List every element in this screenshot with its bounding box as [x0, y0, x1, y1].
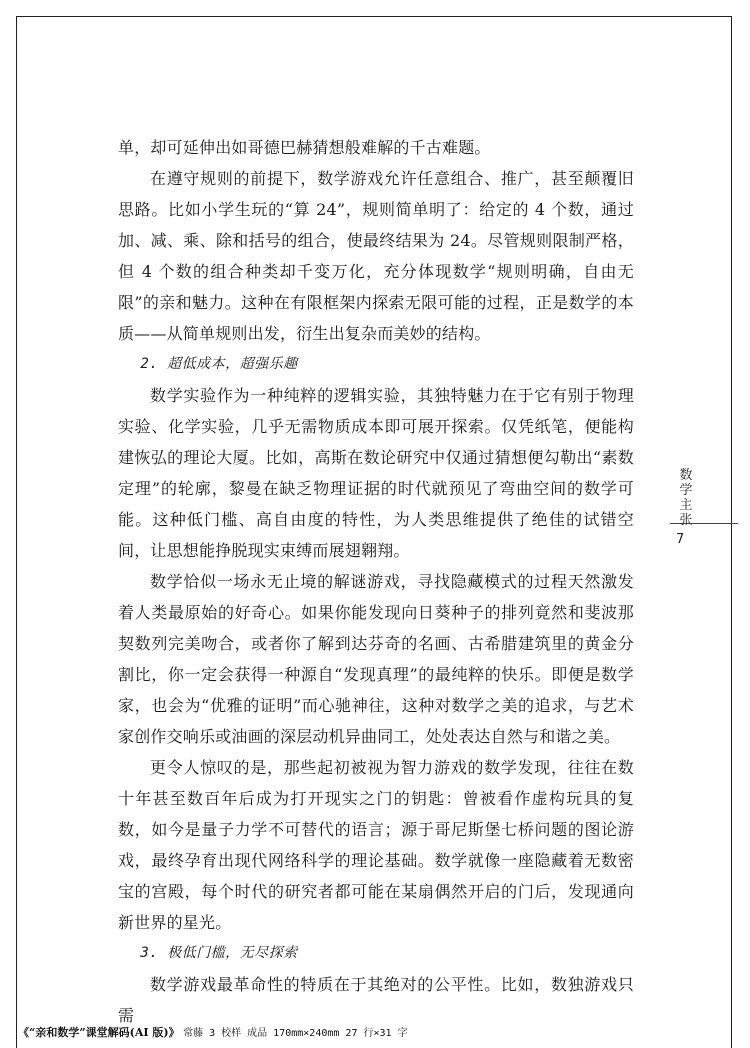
paragraph: 更令人惊叹的是，那些起初被视为智力游戏的数学发现，往往在数十年甚至数百年后成为打开现实之门的钥匙：曾被看作虚构玩具的复数，如今是量子力学不可替代的语言；源于哥尼斯堡七桥问题的图论游戏，最终孕育出现代网络科学的理论基础。数学就像一座隐藏着无数密宝的宫殿，每个时代的研究者都可能在某扇偶然开启的门后，发现通向新世界的星光。	[118, 758, 634, 932]
chapter-side-tab: 数学主张	[679, 468, 693, 528]
footer-proof-info: 常藤 3 校样 成品 170mm×240mm 27 行×31 字	[183, 1028, 408, 1039]
paragraph-continuation: 单，却可延伸出如哥德巴赫猜想般难解的千古难题。	[118, 138, 491, 157]
paragraph: 数学实验作为一种纯粹的逻辑实验，其独特魅力在于它有别于物理实验、化学实验，几乎无需物质成本即可展开探索。仅凭纸笔，便能构建恢弘的理论大厦。比如，高斯在数论研究中仅通过猜想便勾勒出“素数定理”的轮廓，黎曼在缺乏物理证据的时代就预见了弯曲空间的数学可能。这种低门槛、高自由度的特性，为人类思维提供了绝佳的试错空间，让思想能挣脱现实束缚而展翅翱翔。	[118, 386, 634, 560]
section-heading-3: 3. 极低门槛，无尽探索	[140, 945, 298, 961]
paragraph: 在遵守规则的前提下，数学游戏允许任意组合、推广，甚至颠覆旧思路。比如小学生玩的“算 24”，规则简单明了：给定的 4 个数，通过加、减、乘、除和括号的组合，使最终结果为 24。尽管规则限制严格，但 4 个数的组合种类却千变万化，充分体现数学“规则明确，自由无限”的亲和魅力。这种在有限框架内探索无限可能的过程，正是数学的本质——从简单规则出发，衍生出复杂而美妙的结构。	[118, 169, 634, 343]
page-number: 7	[676, 532, 685, 547]
footer-book-title: 《“亲和数学”课堂解码(AI 版)》	[18, 1026, 180, 1039]
print-footer	[18, 1024, 408, 1040]
paragraph: 数学恰似一场永无止境的解谜游戏，寻找隐藏模式的过程天然激发着人类最原始的好奇心。如果你能发现向日葵种子的排列竟然和斐波那契数列完美吻合，或者你了解到达芬奇的名画、古希腊建筑里的黄金分割比，你一定会获得一种源自“发现真理”的最纯粹的快乐。即便是数学家，也会为“优雅的证明”而心驰神往，这种对数学之美的追求，与艺术家创作交响乐或油画的深层动机异曲同工，处处表达自然与和谐之美。	[118, 572, 634, 746]
side-tab-divider	[670, 523, 738, 524]
section-heading-2: 2. 超低成本，超强乐趣	[140, 356, 298, 372]
body-text	[118, 132, 634, 1031]
paragraph: 数学游戏最革命性的特质在于其绝对的公平性。比如，数独游戏只需	[118, 975, 634, 1025]
